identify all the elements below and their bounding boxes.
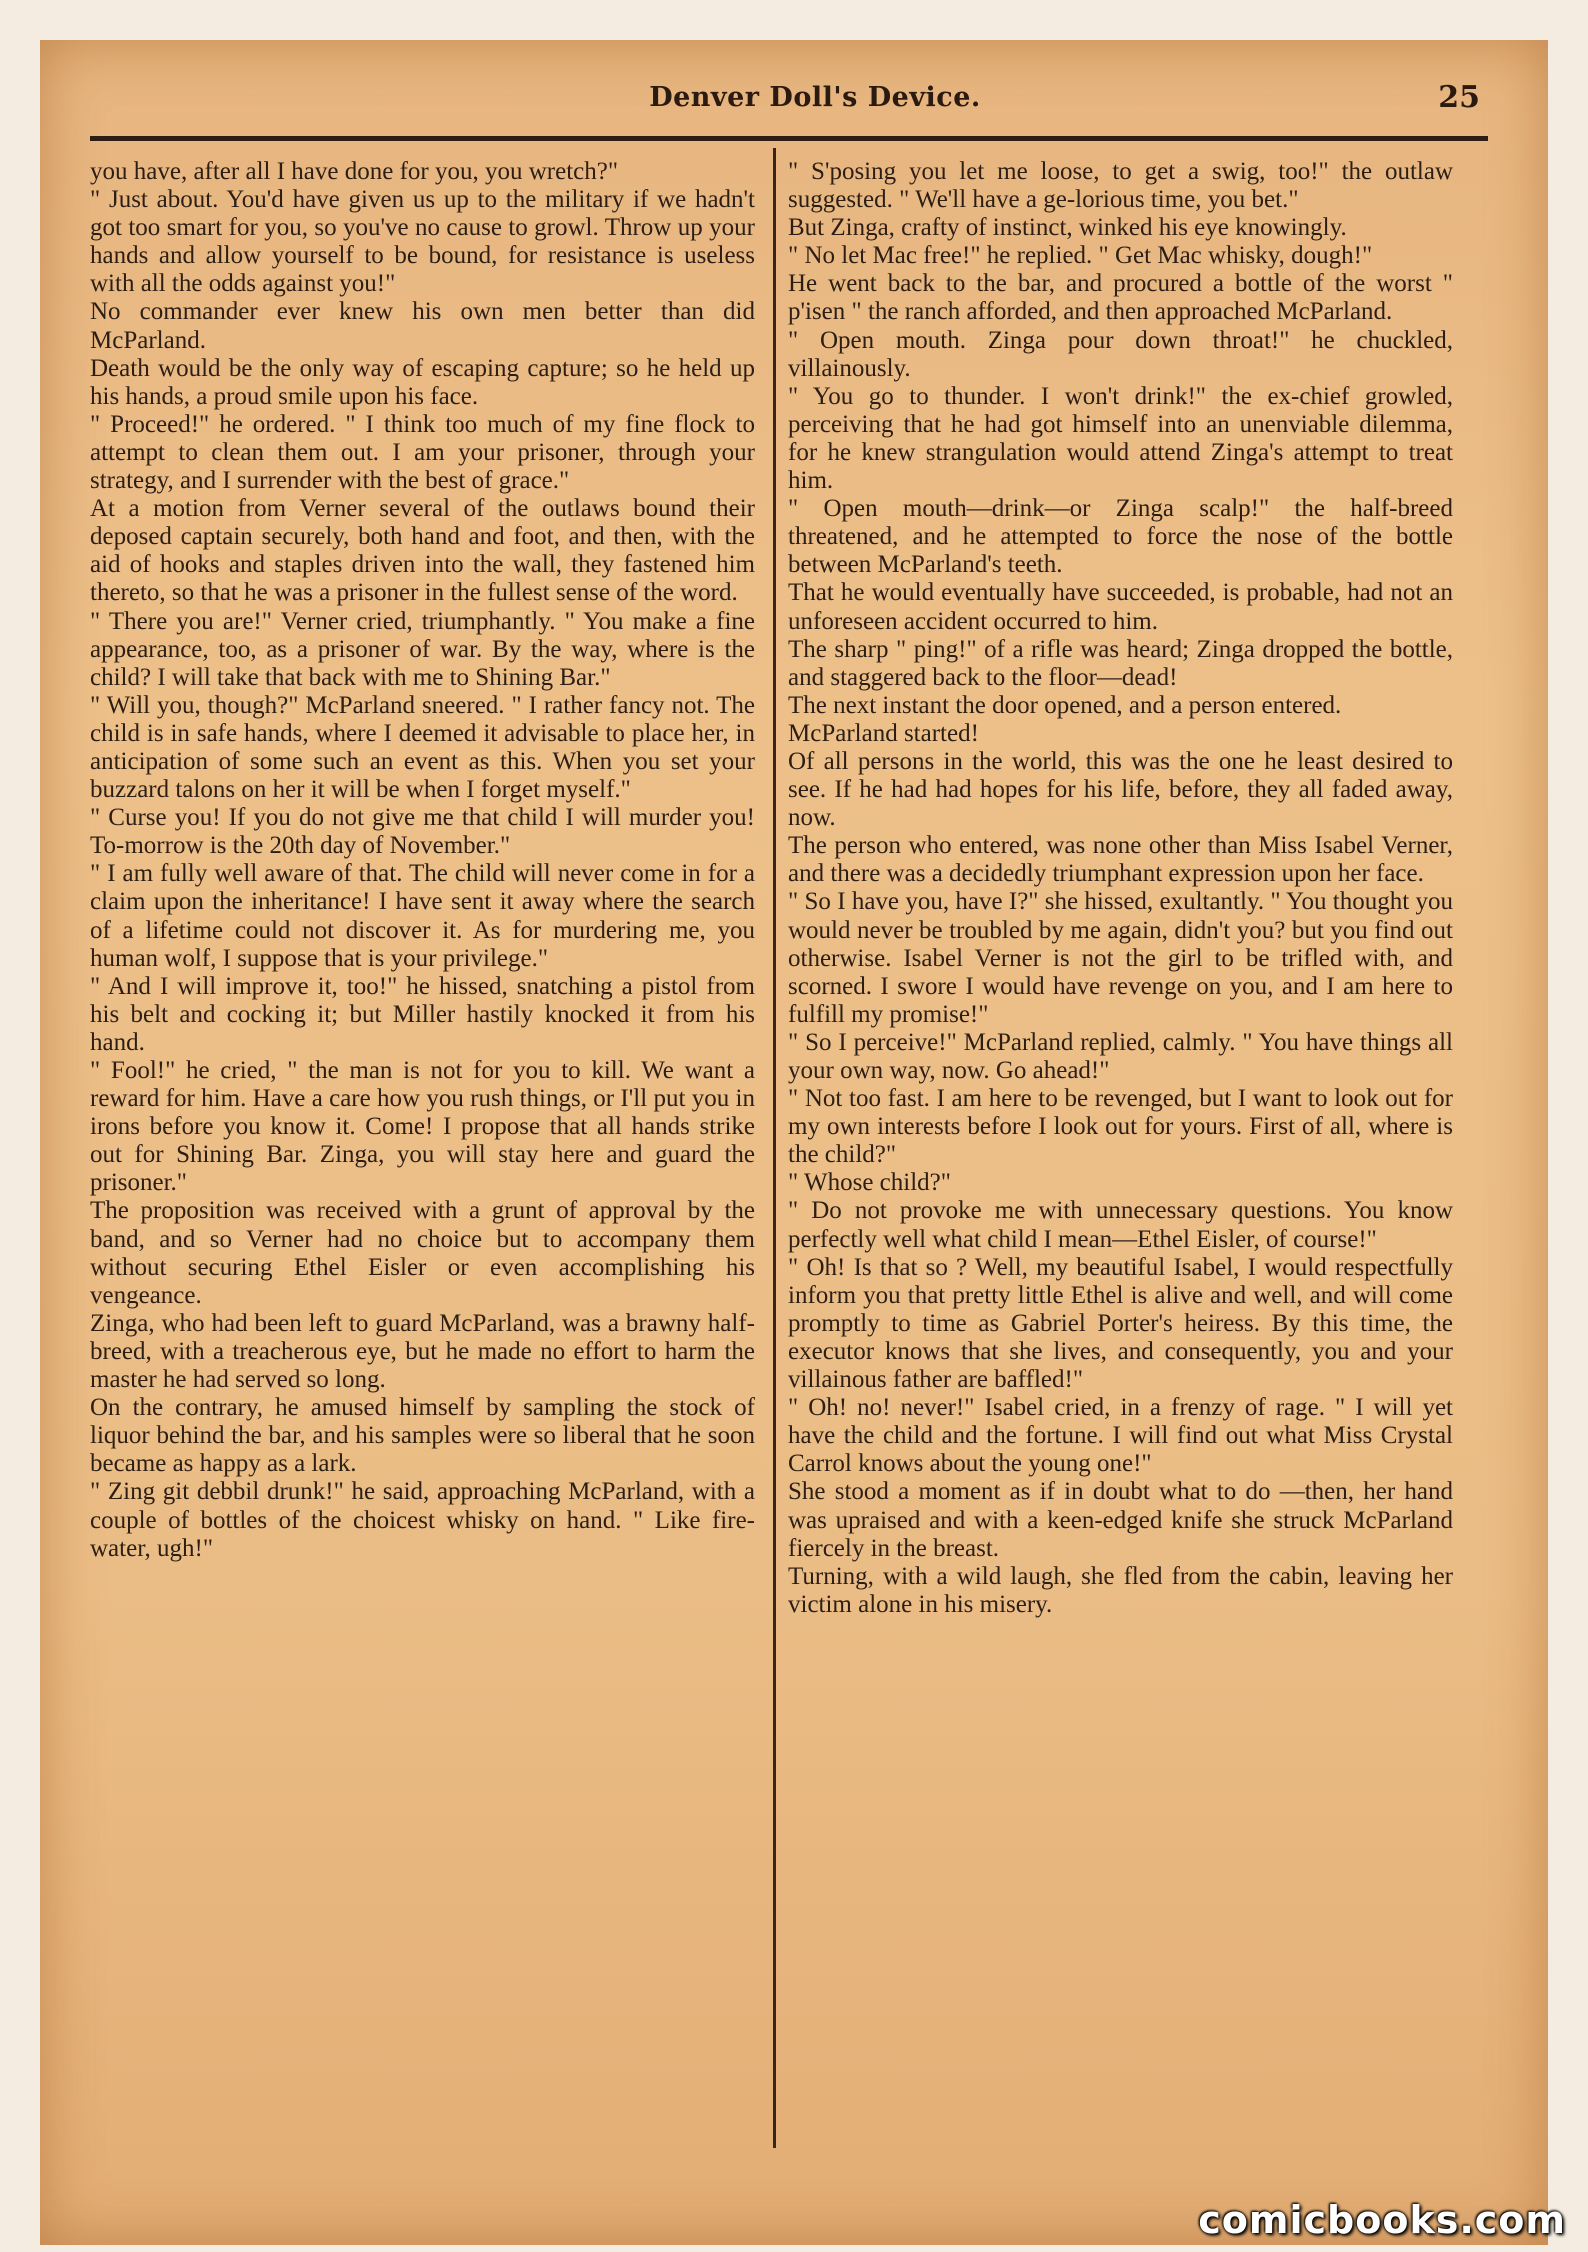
paragraph: " Curse you! If you do not give me that child I will murder you! To-morrow is the 20th day of November." — [90, 804, 755, 860]
paragraph: That he would eventually have succeeded, is probable, had not an unforeseen accident occurred to him. — [788, 579, 1453, 635]
paragraph: " Do not provoke me with unnecessary questions. You know perfectly well what child I mean—Ethel Eisler, of course!" — [788, 1197, 1453, 1253]
paragraph: " S'posing you let me loose, to get a swig, too!" the outlaw suggested. " We'll have a ge-lorious time, you bet." — [788, 158, 1453, 214]
paragraph: The next instant the door opened, and a person entered. — [788, 691, 1342, 719]
paragraph: The sharp " ping!" of a rifle was heard; Zinga dropped the bottle, and staggered back to the floor—dead! — [788, 635, 1453, 691]
paragraph: you have, after all I have done for you, you wretch?" — [90, 158, 619, 185]
paragraph: " Just about. You'd have given us up to the military if we hadn't got too smart for you, so you've no cause to growl. Throw up your hands and allow yourself to be bound, for resistance is useless with all the odds against you!" — [90, 186, 755, 298]
paragraph: Death would be the only way of escaping capture; so he held up his hands, a proud smile upon his face. — [90, 354, 755, 410]
paragraph: " Open mouth. Zinga pour down throat!" he chuckled, villainously. — [788, 326, 1453, 382]
header-rule — [90, 136, 1488, 141]
paragraph: " Whose child?" — [788, 1169, 951, 1197]
paragraph: But Zinga, crafty of instinct, winked his eye knowingly. — [788, 214, 1347, 242]
paragraph: " There you are!" Verner cried, triumphantly. " You make a fine appearance, too, as a prisoner of war. By the way, where is the child? I will take that back with me to Shining Bar." — [90, 607, 755, 691]
paragraph: " Zing git debbil drunk!" he said, approaching McParland, with a couple of bottles of the choicest whisky on hand. " Like fire-water, ugh!" — [90, 1478, 755, 1562]
paragraph: " So I perceive!" McParland replied, calmly. " You have things all your own way, now. Go ahead!" — [788, 1028, 1453, 1084]
paragraph: McParland started! — [788, 719, 979, 747]
paragraph: The proposition was received with a grunt of approval by the band, and so Verner had no choice but to accompany them without securing Ethel Eisler or even accomplishing his vengeance. — [90, 1197, 755, 1309]
paragraph: He went back to the bar, and procured a bottle of the worst " p'isen " the ranch afforded, and then approached McParland. — [788, 270, 1453, 326]
paragraph: Zinga, who had been left to guard McParland, was a brawny half-breed, with a treacherous eye, but he made no effort to harm the master he had served so long. — [90, 1309, 755, 1394]
right-column — [788, 158, 1453, 2158]
watermark-logo: comicbooks.com — [1198, 2198, 1566, 2242]
paragraph: Turning, with a wild laugh, she fled from the cabin, leaving her victim alone in his misery. — [788, 1562, 1453, 1618]
paragraph: " So I have you, have I?" she hissed, exultantly. " You thought you would never be troubled by me again, didn't you? but you find out otherwise. Isabel Verner is not the girl to be trifled with, and scorned. I swore I would have revenge on you, and I am here to fulfill my promise!" — [788, 888, 1453, 1028]
paragraph: She stood a moment as if in doubt what to do —then, her hand was upraised and with a keen-edged knife she struck McParland fiercely in the breast. — [788, 1478, 1453, 1562]
paragraph: " Oh! Is that so ? Well, my beautiful Isabel, I would respectfully inform you that pretty little Ethel is alive and well, and will come promptly to time as Gabriel Porter's heiress. By this time, the executor knows that she lives, and consequently, you and your villainous father are baffled!" — [788, 1253, 1453, 1394]
paragraph: No commander ever knew his own men better than did McParland. — [90, 298, 755, 354]
paragraph: On the contrary, he amused himself by sampling the stock of liquor behind the bar, and his samples were so liberal that he soon became as happy as a lark. — [90, 1394, 755, 1478]
paragraph: " And I will improve it, too!" he hissed, snatching a pistol from his belt and cocking it; but Miller hastily knocked it from his hand. — [90, 972, 755, 1056]
page-number: 25 — [1438, 80, 1480, 115]
page — [40, 40, 1548, 2245]
paragraph: " Oh! no! never!" Isabel cried, in a frenzy of rage. " I will yet have the child and the fortune. I will find out what Miss Crystal Carrol knows about the young one!" — [788, 1394, 1453, 1478]
column-divider — [773, 148, 776, 2148]
paragraph: At a motion from Verner several of the outlaws bound their deposed captain securely, both hand and foot, and then, with the aid of hooks and staples driven into the wall, they fastened him thereto, so that he was a prisoner in the fullest sense of the word. — [90, 495, 755, 607]
paragraph: " Not too fast. I am here to be revenged, but I want to look out for my own interests before I look out for yours. First of all, where is the child?" — [788, 1085, 1453, 1169]
paragraph: " I am fully well aware of that. The child will never come in for a claim upon the inheritance! I have sent it away where the search of a lifetime could not discover it. As for murdering me, you human wolf, I suppose that is your privilege." — [90, 860, 755, 972]
paragraph: " No let Mac free!" he replied. " Get Mac whisky, dough!" — [788, 242, 1373, 270]
running-title: Denver Doll's Device. — [649, 82, 981, 113]
paragraph: " Will you, though?" McParland sneered. " I rather fancy not. The child is in safe hands, where I deemed it advisable to place her, in anticipation of some such an event as this. When you set your buzzard talons on her it will be when I forget myself." — [90, 691, 755, 804]
paragraph: " Proceed!" he ordered. " I think too much of my fine flock to attempt to clean them out. I am your prisoner, through your strategy, and I surrender with the best of grace." — [90, 410, 755, 495]
paragraph: Of all persons in the world, this was the one he least desired to see. If he had had hopes for his life, before, they all faded away, now. — [788, 747, 1453, 832]
paragraph: " Open mouth—drink—or Zinga scalp!" the half-breed threatened, and he attempted to force the nose of the bottle between McParland's teeth. — [788, 495, 1453, 579]
page-header — [150, 80, 1480, 130]
paragraph: " Fool!" he cried, " the man is not for you to kill. We want a reward for him. Have a care how you rush things, or I'll put you in irons before you know it. Come! I propose that all hands strike out for Shining Bar. Zinga, you will stay here and guard the prisoner." — [90, 1057, 755, 1197]
paragraph: " You go to thunder. I won't drink!" the ex-chief growled, perceiving that he had got himself into an unenviable dilemma, for he knew strangulation would attend Zinga's attempt to treat him. — [788, 382, 1453, 495]
left-column — [90, 158, 755, 2158]
paragraph: The person who entered, was none other than Miss Isabel Verner, and there was a decidedly triumphant expression upon her face. — [788, 832, 1453, 888]
